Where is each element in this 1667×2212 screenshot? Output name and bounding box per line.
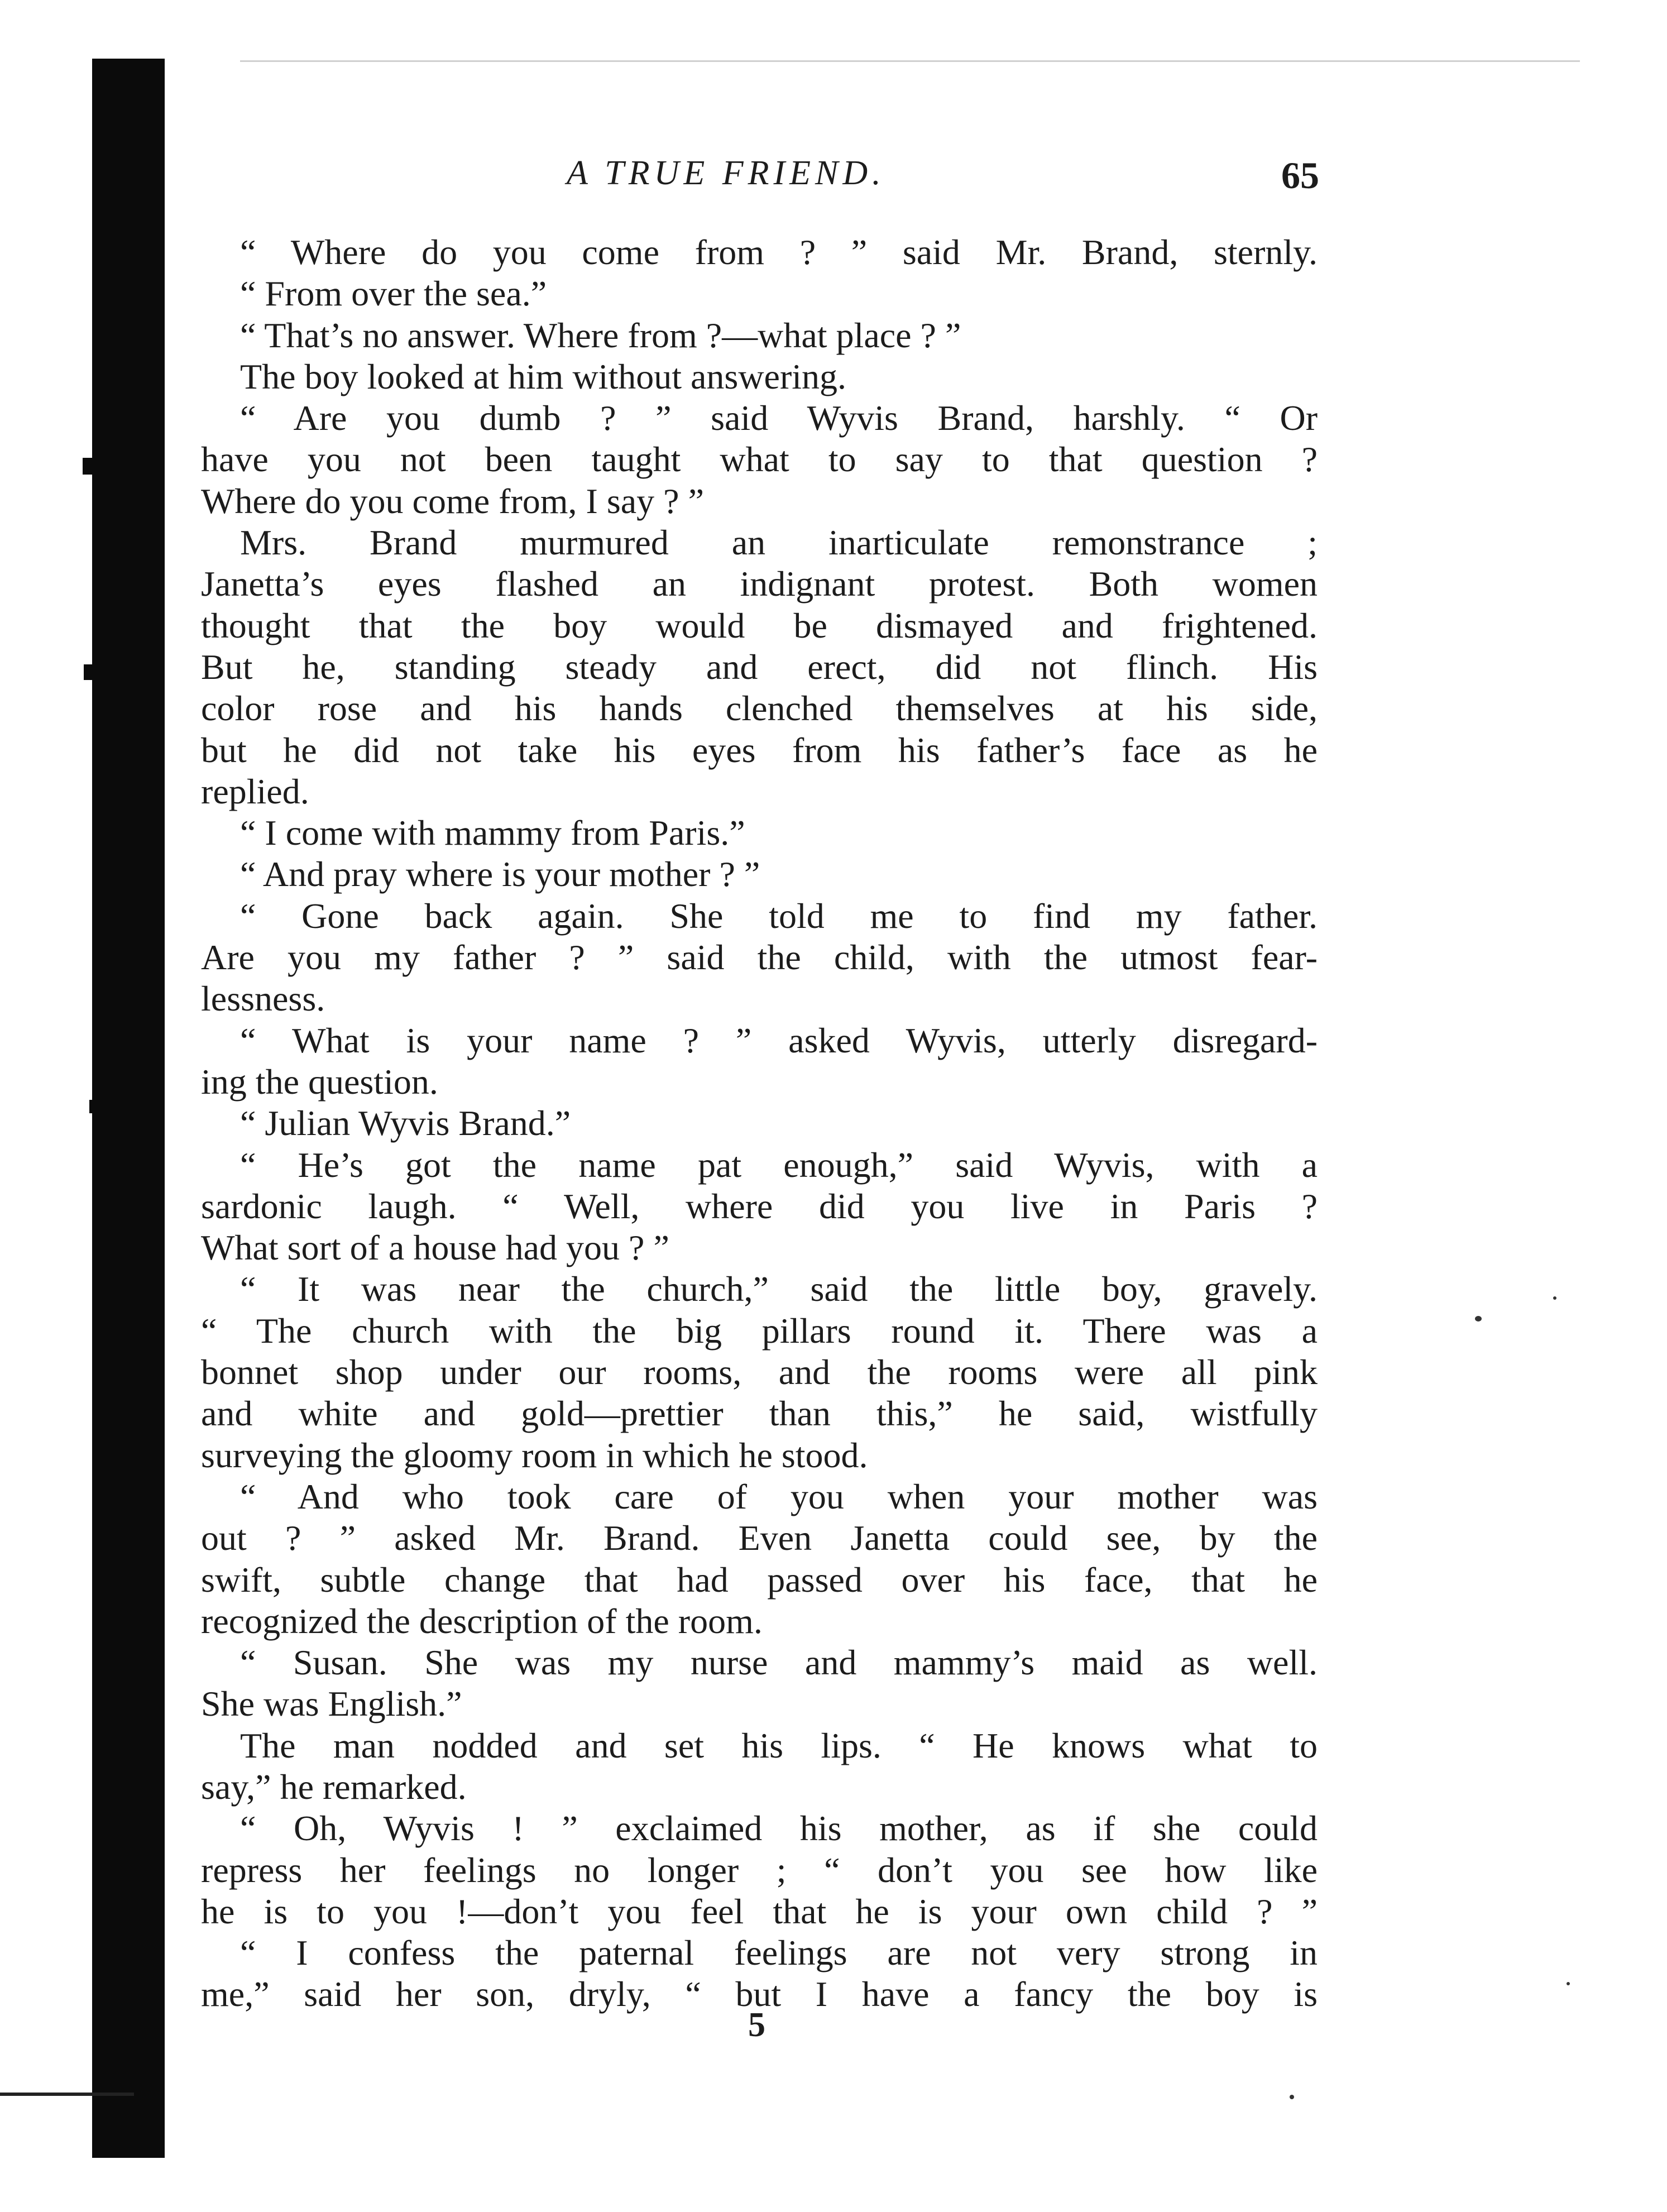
spine-notch [89,1100,97,1113]
text-line: The man nodded and set his lips. “ He knows what to [240,1725,1318,1765]
text-line: Mrs. Brand murmured an inarticulate remonstrance ; [240,523,1318,563]
text-line: “ And pray where is your mother ? ” [240,854,760,894]
text-line: “ And who took care of you when your mother was [240,1476,1318,1516]
text-line: Are you my father ? ” said the child, with the utmost fear- [201,937,1318,978]
text-line: “ Oh, Wyvis ! ” exclaimed his mother, as if she could [240,1808,1318,1849]
spine-notch [84,664,95,680]
text-line: “ Julian Wyvis Brand.” [240,1103,571,1143]
margin-speck [1567,1982,1570,1985]
text-line: “ It was near the church,” said the little boy, gravely. [240,1269,1318,1309]
text-line: surveying the gloomy room in which he stood. [201,1435,868,1475]
text-line: say,” he remarked. [201,1766,467,1807]
text-line: “ Where do you come from ? ” said Mr. Brand, sternly. [240,232,1318,272]
text-line: swift, subtle change that had passed over his face, that he [201,1559,1318,1600]
text-line: he is to you !—don’t you feel that he is your own child ? ” [201,1891,1318,1931]
spine-notch [83,458,96,475]
margin-speck [1553,1296,1556,1300]
text-line: “ He’s got the name pat enough,” said Wyvis, with a [240,1145,1318,1185]
text-line: “ I come with mammy from Paris.” [240,813,745,853]
text-line: recognized the description of the room. [201,1601,763,1641]
text-line: She was English.” [201,1684,462,1724]
text-line: “ The church with the big pillars round it. There was a [201,1310,1318,1351]
page-number: 65 [1281,154,1319,197]
text-line: sardonic laugh. “ Well, where did you live in Paris ? [201,1186,1318,1226]
text-line: thought that the boy would be dismayed and frightened. [201,605,1318,645]
spine-notch [100,1485,112,1519]
text-line: have you not been taught what to say to that question ? [201,439,1318,480]
text-line: but he did not take his eyes from his father’s face as he [201,730,1318,770]
text-line: out ? ” asked Mr. Brand. Even Janetta could see, by the [201,1518,1318,1558]
text-line: replied. [201,771,309,811]
text-line: lessness. [201,979,325,1019]
margin-speck [1290,2095,1294,2099]
bottom-edge-rule [0,2093,134,2096]
text-line: color rose and his hands clenched themselves at his side, [201,688,1318,729]
text-line: “ From over the sea.” [240,274,547,314]
book-spine-shadow [92,59,165,2158]
running-title: A TRUE FRIEND. [567,154,885,192]
text-line: ing the question. [201,1061,438,1102]
text-line: What sort of a house had you ? ” [201,1228,669,1268]
text-line: and white and gold—prettier than this,” he said, wistfully [201,1394,1318,1434]
text-line: Janetta’s eyes flashed an indignant protest. Both women [201,564,1318,604]
top-edge-noise [240,60,1580,62]
text-line: “ Are you dumb ? ” said Wyvis Brand, harshly. “ Or [240,398,1318,438]
text-line: bonnet shop under our rooms, and the rooms were all pink [201,1352,1318,1392]
text-line: “ I confess the paternal feelings are not very strong in [240,1933,1318,1973]
text-line: The boy looked at him without answering. [240,356,847,396]
text-line: But he, standing steady and erect, did not flinch. His [201,647,1318,687]
running-header [201,154,1318,209]
page-body [201,232,1318,2015]
text-line: “ Susan. She was my nurse and mammy’s maid as well. [240,1643,1318,1683]
text-line: “ Gone back again. She told me to find my father. [240,896,1318,936]
text-line: repress her feelings no longer ; “ don’t you see how like [201,1850,1318,1890]
margin-speck [1475,1316,1482,1322]
text-line: Where do you come from, I say ? ” [201,481,704,521]
text-line: me,” said her son, dryly, “ but I have a fancy the boy is [201,1974,1318,2014]
text-line: “ What is your name ? ” asked Wyvis, utterly disregard- [240,1020,1318,1060]
signature-mark: 5 [748,2006,765,2044]
text-line: “ That’s no answer. Where from ?—what place ? ” [240,315,961,355]
